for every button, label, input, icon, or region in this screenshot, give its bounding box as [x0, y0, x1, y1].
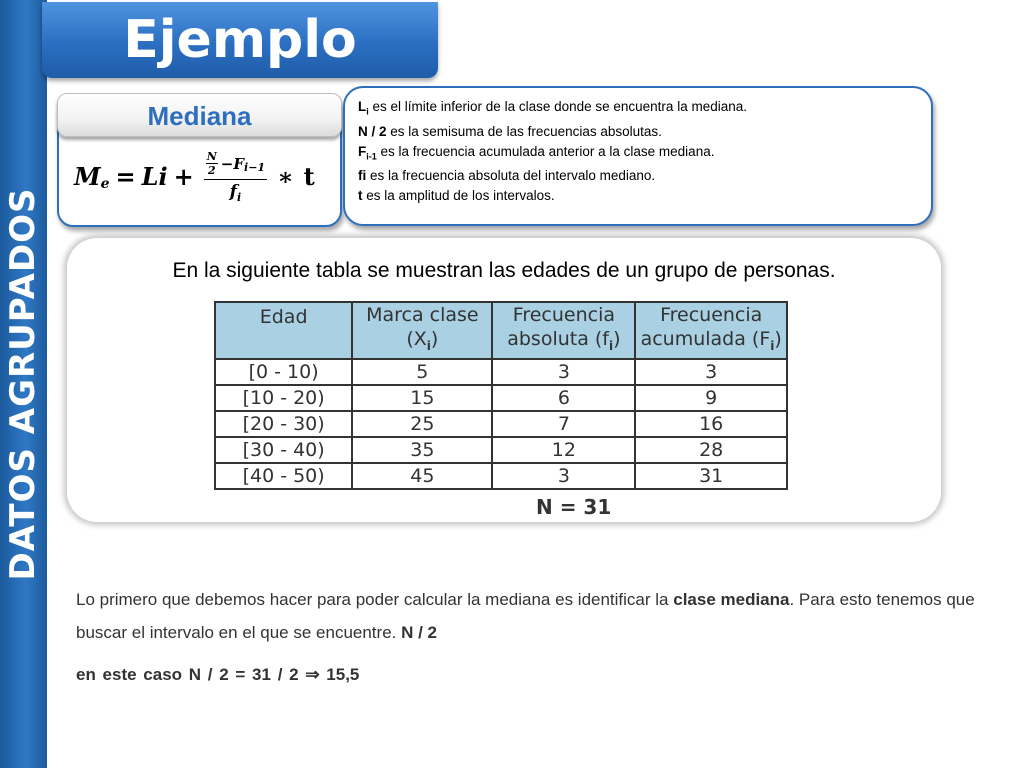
definition-text: es la semisuma de las frecuencias absolutas.: [386, 123, 662, 139]
table-cell: [30 - 40): [215, 437, 352, 463]
formula-fabs-sub: i: [236, 191, 242, 204]
table-cell: 3: [635, 359, 787, 385]
definition-symbol: t: [358, 188, 363, 204]
table-cell: 28: [635, 437, 787, 463]
formula-denominator: [230, 180, 242, 202]
definition-text: es la amplitud de los intervalos.: [362, 188, 555, 204]
table-cell: 5: [352, 359, 492, 385]
definition-text: es la frecuencia absoluta del intervalo mediano.: [366, 168, 656, 184]
formula-fraction: [204, 150, 267, 202]
definition-symbol-sub: i: [366, 106, 369, 117]
definition-text: es el límite inferior de la clase donde se encuentra la mediana.: [368, 99, 747, 114]
formula-fabs: f: [229, 182, 237, 202]
frequency-table: [214, 301, 788, 490]
definition-symbol-sub: i-1: [366, 151, 377, 162]
definition-symbol: fi: [358, 168, 367, 184]
formula-two: 2: [207, 164, 216, 177]
definition-text: es la frecuencia acumulada anterior a la clase mediana.: [376, 143, 715, 159]
table-cell: 31: [635, 463, 787, 489]
table-row: [215, 359, 787, 385]
table-total: N = 31: [536, 495, 612, 519]
table-row: [215, 437, 787, 463]
table-cell: 35: [352, 437, 492, 463]
formula-equals: =: [115, 161, 136, 191]
formula-lhs: M: [74, 161, 101, 191]
table-cell: 9: [635, 385, 787, 411]
definition-symbol: N / 2: [358, 123, 387, 139]
header-frecuencia-acumulada: Frecuencia acumulada $(F_i)$: [635, 302, 787, 359]
formula-fcum: F: [233, 154, 245, 173]
table-cell: [20 - 30): [215, 411, 352, 437]
formula-times: ∗: [277, 161, 294, 191]
table-cell: 25: [352, 411, 492, 437]
definition-symbol: L: [358, 99, 367, 114]
definition-item: [358, 186, 747, 206]
sidebar-title: DATOS AGRUPADOS: [3, 187, 43, 581]
header-edad: Edad: [215, 302, 352, 359]
formula-lhs-sub: e: [100, 176, 110, 192]
table-row: [215, 411, 787, 437]
formula-li: Li: [141, 161, 168, 191]
table-cell: 16: [635, 411, 787, 437]
table-row: [215, 463, 787, 489]
table-row: [215, 385, 787, 411]
table-cell: 3: [492, 463, 635, 489]
definition-item: [358, 97, 747, 122]
table-cell: 12: [492, 437, 635, 463]
definitions-list: [358, 97, 747, 206]
table-cell: 3: [492, 359, 635, 385]
table-cell: [40 - 50): [215, 463, 352, 489]
table-cell: 45: [352, 463, 492, 489]
definition-item: [358, 142, 747, 167]
intro-text: En la siguiente tabla se muestran las edades de un grupo de personas.: [172, 259, 836, 282]
table-cell: [10 - 20): [215, 385, 352, 411]
formula-n-half: [206, 150, 218, 177]
definition-item: [358, 166, 747, 186]
formula-t: t: [303, 161, 315, 191]
page-title: Ejemplo: [123, 10, 357, 70]
header-marca-clase: Marca clase $(X_i)$: [352, 302, 492, 359]
header-frecuencia-absoluta: Frecuencia absoluta $(f_i)$: [492, 302, 635, 359]
definition-item: [358, 122, 747, 142]
table-cell: 7: [492, 411, 635, 437]
table-cell: [0 - 10): [215, 359, 352, 385]
title-banner: [42, 2, 438, 78]
table-header-row: [215, 302, 787, 359]
mediana-header: [57, 93, 342, 137]
explanation-paragraph: Lo primero que debemos hacer para poder calcular la mediana es identificar la clase mediana. Para esto tenemos que buscar el intervalo en el que se encuentre. N / 2: [76, 590, 975, 642]
mediana-label: Mediana: [147, 101, 252, 131]
highlight-clase-mediana: clase mediana: [673, 590, 790, 609]
formula-n: N: [206, 150, 217, 163]
formula-numerator: [204, 150, 267, 180]
formula-fcum-sub: i−1: [244, 161, 266, 174]
median-formula: [74, 140, 315, 212]
sidebar: [0, 0, 47, 768]
definition-symbol: F: [358, 143, 367, 159]
table-cell: 6: [492, 385, 635, 411]
calculation-line: en este caso N / 2 = 31 / 2 ⇒ 15,5: [76, 665, 360, 684]
highlight-n-half: N / 2: [401, 623, 437, 642]
formula-plus: +: [173, 161, 194, 191]
table-cell: 15: [352, 385, 492, 411]
formula-minus: −: [220, 154, 234, 173]
